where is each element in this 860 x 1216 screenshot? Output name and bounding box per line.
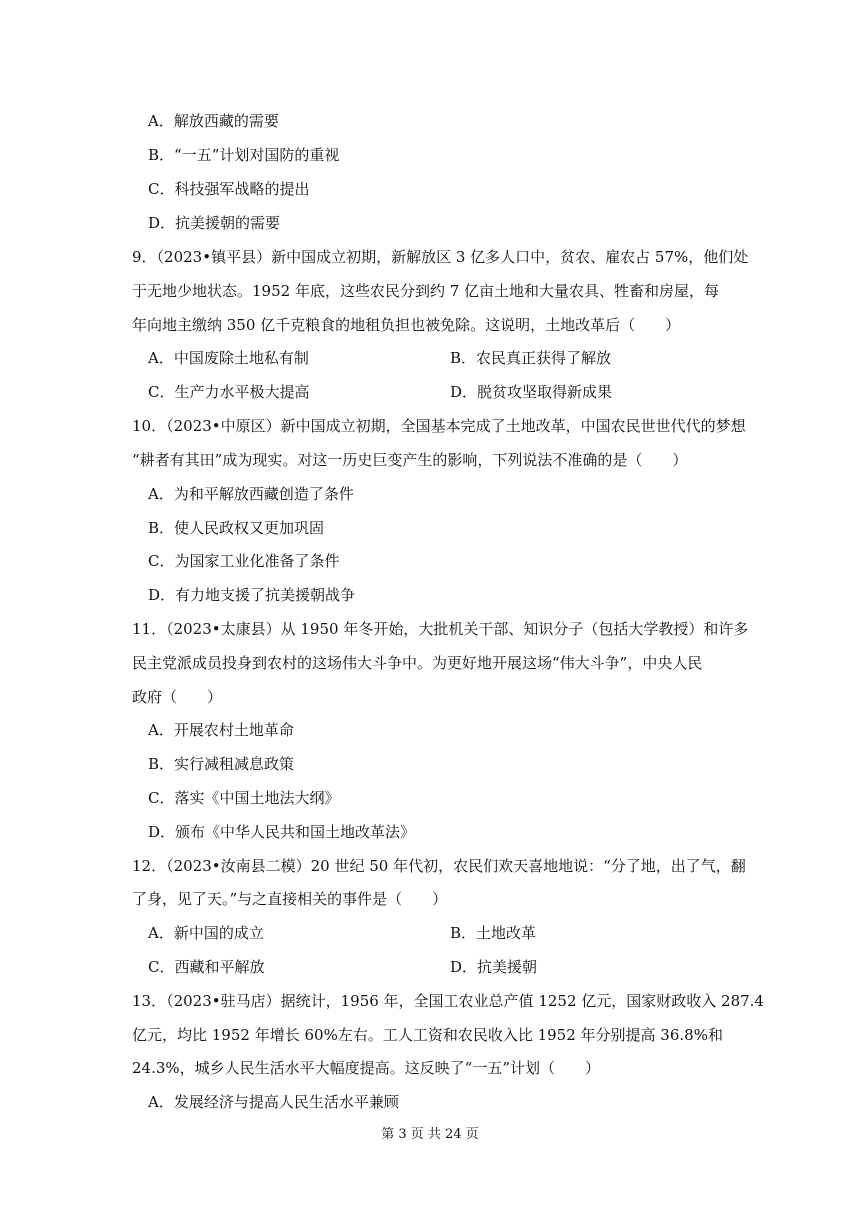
q9-option-d: D．脱贫攻坚取得新成果 [450,383,613,401]
q11-option-a: A．开展农村土地革命 [148,721,294,739]
q12-option-c: C．西藏和平解放 [148,958,265,976]
q8-option-d: D．抗美援朝的需要 [148,214,281,232]
page-footer: 第 3 页 共 24 页 [381,1127,479,1142]
q12-option-a: A．新中国的成立 [148,924,264,942]
q9-stem-line-2: 于无地少地状态。1952 年底，这些农民分到约 7 亿亩土地和大量农具、牲畜和房屋，每 [132,282,720,300]
q9-stem-line-3: 年向地主缴纳 350 亿千克粮食的地租负担也被免除。这说明，土地改革后（ ） [132,316,681,334]
q11-stem-line-3: 政府（ ） [132,688,223,706]
q9-stem-line-1: 9．（2023•镇平县）新中国成立初期，新解放区 3 亿多人口中，贫农、雇农占 57%，他们处 [132,248,749,266]
q8-option-a: A．解放西藏的需要 [148,112,279,130]
q10-stem-line-1: 10．（2023•中原区）新中国成立初期，全国基本完成了土地改革，中国农民世世代代的梦想 [132,417,746,435]
q11-option-d: D．颁布《中华人民共和国土地改革法》 [148,823,416,841]
q8-option-b: B．“一五”计划对国防的重视 [148,146,340,164]
q9-option-c: C．生产力水平极大提高 [148,383,310,401]
q9-option-b: B．农民真正获得了解放 [450,349,612,367]
q8-option-c: C．科技强军战略的提出 [148,180,310,198]
q10-stem-line-2: “耕者有其田”成为现实。对这一历史巨变产生的影响，下列说法不准确的是（ ） [132,451,688,469]
q11-stem-line-1: 11．（2023•太康县）从 1950 年冬开始，大批机关干部、知识分子（包括大学教授）和许多 [132,620,749,638]
q12-stem-line-1: 12．（2023•汝南县二模）20 世纪 50 年代初，农民们欢天喜地地说：“分了地，出了气，翻 [132,857,746,875]
q12-option-b: B．土地改革 [450,924,537,942]
q10-option-c: C．为国家工业化准备了条件 [148,552,340,570]
q13-option-a: A．发展经济与提高人民生活水平兼顾 [148,1093,399,1111]
q12-stem-line-2: 了身，见了天。”与之直接相关的事件是（ ） [132,890,448,908]
q11-option-b: B．实行减租减息政策 [148,755,295,773]
q10-option-a: A．为和平解放西藏创造了条件 [148,485,354,503]
q11-option-c: C．落实《中国土地法大纲》 [148,789,340,807]
q12-option-d: D．抗美援朝 [450,958,538,976]
q11-stem-line-2: 民主党派成员投身到农村的这场伟大斗争中。为更好地开展这场“伟大斗争”，中央人民 [132,654,703,672]
q10-option-b: B．使人民政权又更加巩固 [148,519,325,537]
q9-option-a: A．中国废除土地私有制 [148,349,309,367]
q13-stem-line-1: 13．（2023•驻马店）据统计，1956 年，全国工农业总产值 1252 亿元，国家财政收入 287.4 [132,992,764,1010]
q13-stem-line-3: 24.3%，城乡人民生活水平大幅度提高。这反映了“一五”计划（ ） [132,1059,600,1077]
q10-option-d: D．有力地支援了抗美援朝战争 [148,586,356,604]
q13-stem-line-2: 亿元，均比 1952 年增长 60%左右。工人工资和农民收入比 1952 年分别提高 36.8%和 [132,1026,723,1044]
